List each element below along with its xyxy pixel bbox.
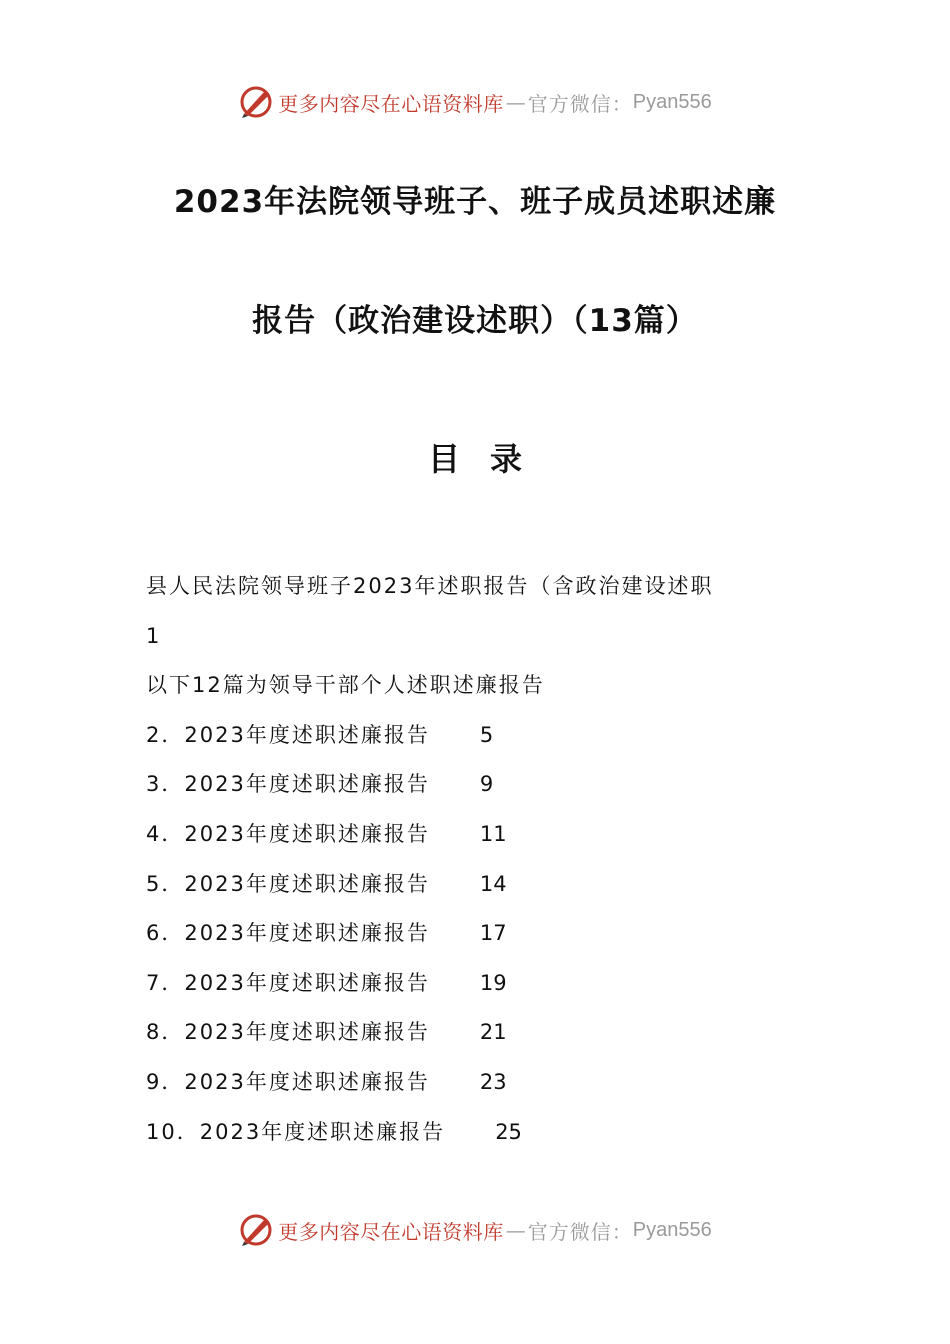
toc-intro-page: 1: [146, 623, 162, 648]
toc-item-page: 19: [479, 970, 507, 995]
toc-item-number: 5．: [146, 871, 185, 896]
toc-item[interactable]: [146, 864, 826, 914]
pen-circle-icon: [238, 84, 274, 120]
toc-item-label: 2023年度述职述廉报告: [199, 1119, 446, 1144]
toc-item[interactable]: [146, 1112, 826, 1162]
banner-separator: —: [505, 90, 526, 114]
toc-note-text: 以下12篇为领导干部个人述职述廉报告: [146, 673, 545, 698]
toc-intro-page-row: [146, 616, 826, 666]
banner-wechat-id: Pyan556: [632, 1218, 712, 1241]
toc-item-label: 2023年度述职述廉报告: [184, 970, 430, 995]
toc-item-page: 11: [479, 821, 507, 846]
toc-item-label: 2023年度述职述廉报告: [184, 1020, 430, 1045]
banner-site-text: 更多内容尽在心语资料库: [278, 91, 504, 116]
toc-item-number: 9．: [146, 1069, 185, 1094]
toc-item[interactable]: [146, 913, 826, 963]
toc-item-page: 14: [479, 871, 507, 896]
footer-banner: [0, 1210, 950, 1250]
toc-item-number: 10．: [146, 1119, 200, 1144]
toc-item[interactable]: [146, 715, 826, 765]
toc-item-page: 25: [495, 1119, 522, 1144]
toc-item-number: 7．: [146, 970, 185, 995]
toc-item-page: 5: [479, 722, 494, 747]
toc-item[interactable]: [146, 1012, 826, 1062]
banner-wechat-label: 官方微信：: [527, 1219, 633, 1244]
toc-item-number: 8．: [146, 1020, 185, 1045]
toc-item-number: 4．: [146, 821, 185, 846]
banner-site-text: 更多内容尽在心语资料库: [278, 1219, 504, 1244]
toc-item[interactable]: [146, 963, 826, 1013]
toc-item-label: 2023年度述职述廉报告: [184, 722, 430, 747]
toc-item[interactable]: [146, 764, 826, 814]
toc-item[interactable]: [146, 1062, 826, 1112]
banner-separator: —: [505, 1218, 526, 1242]
toc-item-label: 2023年度述职述廉报告: [184, 871, 430, 896]
toc-item-page: 23: [479, 1069, 507, 1094]
toc-item[interactable]: [146, 814, 826, 864]
toc-item-page: 9: [479, 772, 494, 797]
banner-wechat-id: Pyan556: [632, 90, 712, 113]
toc-item-label: 2023年度述职述廉报告: [184, 1069, 430, 1094]
pen-circle-icon: [238, 1212, 274, 1248]
banner-wechat-label: 官方微信：: [527, 91, 633, 116]
toc-item-number: 6．: [146, 921, 185, 946]
toc-intro-label: 县人民法院领导班子2023年述职报告（含政治建设述职: [146, 574, 714, 598]
toc-item-label: 2023年度述职述廉报告: [184, 921, 430, 946]
toc-item-page: 17: [479, 921, 507, 946]
toc-item-label: 2023年度述职述廉报告: [184, 821, 430, 846]
toc-item-page: 21: [479, 1020, 507, 1045]
toc-item-number: 2．: [146, 722, 185, 747]
toc-note: [146, 665, 826, 715]
document-title-line-2: 报告（政治建设述职）（13篇）: [252, 303, 698, 339]
document-title-line-1: 2023年法院领导班子、班子成员述职述廉: [173, 184, 777, 220]
toc-intro-line[interactable]: [146, 566, 826, 616]
toc-item-number: 3．: [146, 772, 185, 797]
table-of-contents: [146, 566, 826, 1161]
toc-item-label: 2023年度述职述廉报告: [184, 772, 430, 797]
toc-heading: 目录: [427, 440, 552, 478]
header-banner: [0, 82, 950, 122]
